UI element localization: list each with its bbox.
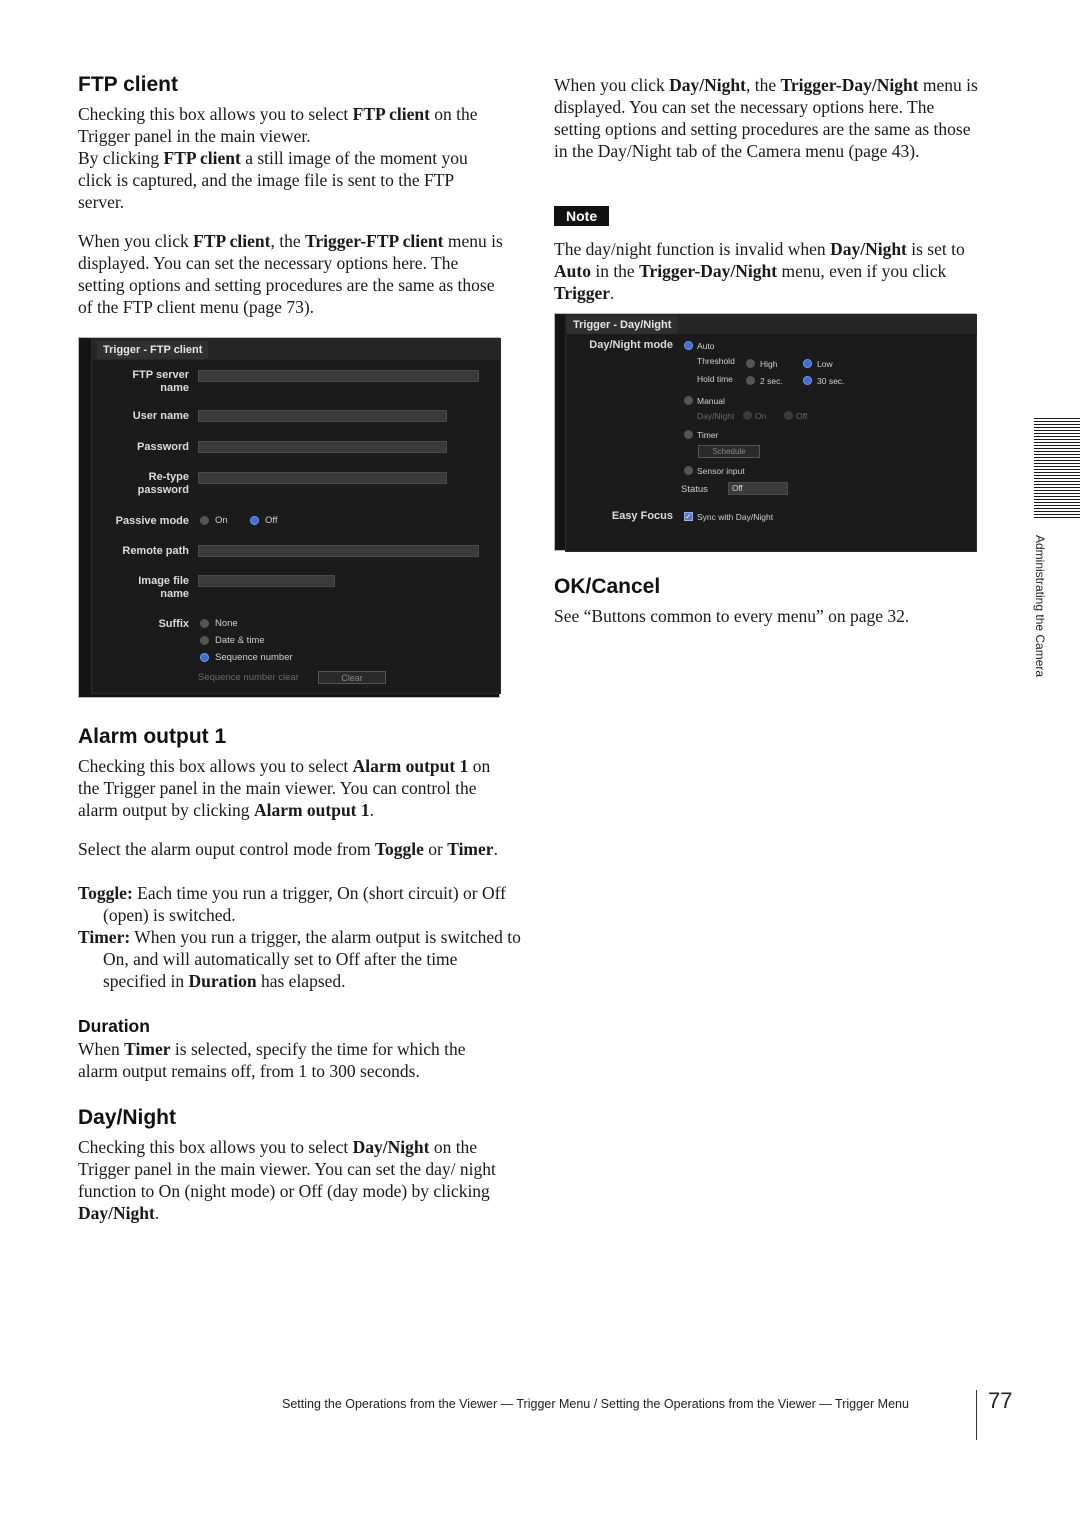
thumb-index-line [1034,439,1080,440]
timer-label: Timer [697,430,719,440]
bold-run-3: Day/Night [78,1203,155,1223]
low-radio [803,359,812,368]
alarm-output-paragraph-1 [78,755,503,821]
bold-run-1: Day/Night [669,75,746,95]
duration-paragraph [78,1038,503,1082]
passive-mode-label: Passive mode [115,515,189,527]
trigger-day-night-screenshot [554,313,976,551]
high-label: High [760,359,778,369]
text-run-0: When [78,1039,125,1059]
image-file-name-field [198,575,335,587]
trigger-ftp-client-screenshot [78,337,500,698]
thumb-index-line [1034,502,1080,503]
manual-off-label: Off [796,411,808,421]
side-section-label: Administrating the Camera [1033,535,1047,678]
thumb-index-line [1034,493,1080,494]
thumb-index-line [1034,508,1080,509]
thumb-index-line [1034,472,1080,473]
bold-run-0: Toggle: [78,883,133,903]
high-radio [746,359,755,368]
timer-definition [78,926,523,992]
thumb-index-line [1034,463,1080,464]
sequence-number-clear-label: Sequence number clear [198,672,299,683]
day-night-paragraph-2 [554,74,979,162]
text-run-2: or [423,839,448,859]
text-run-0: Select the alarm ouput control mode from [78,839,375,859]
text-run-2: a still image of the moment you click is captured, and the image file is sent to the FTP server. [78,148,468,212]
text-run-4: in the [590,261,640,281]
alarm-output-paragraph-2 [78,838,503,860]
thirty-sec-radio [803,376,812,385]
thumb-index-line [1034,484,1080,485]
image-file-name-label: Image file name [138,575,189,600]
bold-run-1: Timer [124,1039,171,1059]
text-run-2: is set to [906,239,965,259]
note-paragraph [554,238,979,304]
text-run-4: menu is displayed. You can set the necessary options here. The setting options and setting procedures are the same as those of the FTP client menu (page 73). [78,231,503,317]
bold-run-3: Trigger-Day/Night [780,75,919,95]
suffix-datetime-radio [200,636,209,645]
bold-run-7: Trigger [554,283,611,303]
passive-on-label: On [215,515,228,526]
retype-password-field [198,472,447,484]
password-field [198,441,447,453]
text-run-0: When you click [554,75,670,95]
day-night-mode-label: Day/Night mode [589,339,673,351]
remote-path-label: Remote path [122,545,189,557]
ftp-client-paragraph-1 [78,103,503,147]
passive-off-label: Off [265,515,278,526]
bold-run-5: Trigger-Day/Night [639,261,778,281]
thumb-index-line [1034,499,1080,500]
passive-on-radio [200,516,209,525]
text-run-3: has elapsed. [256,971,346,991]
suffix-datetime-label: Date & time [215,635,265,646]
timer-radio [684,430,693,439]
thumb-index-line [1034,418,1080,419]
thumb-index-line [1034,430,1080,431]
text-run-4: . [154,1203,160,1223]
ftp-client-heading: FTP client [78,73,178,96]
suffix-sequence-radio [200,653,209,662]
page-number: 77 [988,1388,1013,1413]
bold-run-1: Toggle [374,839,424,859]
thumb-index-line [1034,436,1080,437]
auto-label: Auto [697,341,715,351]
schedule-button: Schedule [698,445,760,458]
thumb-index-line [1034,457,1080,458]
text-run-6: menu, even if you click [777,261,947,281]
sensor-input-radio [684,466,693,475]
bold-run-1: Alarm output 1 [352,756,469,776]
remote-path-field [198,545,479,557]
easy-focus-label: Easy Focus [611,510,673,522]
sync-checkbox: ✓ [685,512,692,521]
day-night-heading: Day/Night [78,1106,177,1129]
text-run-0: The day/night function is invalid when [554,239,831,259]
footer-running-title: Setting the Operations from the Viewer — Trigger Menu / Setting the Operations from the Viewer — Trigger Menu [282,1397,909,1411]
thumb-index-line [1034,433,1080,434]
clear-button: Clear [318,671,386,684]
bold-run-0: Timer: [78,927,131,947]
thumb-index-line [1034,442,1080,443]
ftp-server-name-label: FTP server name [132,369,189,394]
duration-heading: Duration [78,1016,150,1036]
thumb-index-line [1034,427,1080,428]
thumb-index-line [1034,517,1080,518]
hold-time-label: Hold time [697,374,733,384]
thumb-index-line [1034,469,1080,470]
low-label: Low [817,359,833,369]
thumb-index-line [1034,466,1080,467]
two-sec-label: 2 sec. [760,376,783,386]
manual-radio [684,396,693,405]
bold-run-1: FTP client [163,148,241,168]
status-value-field: Off [728,482,788,495]
sync-label: Sync with Day/Night [697,512,774,522]
thumb-index-line [1034,490,1080,491]
thumb-index-line [1034,451,1080,452]
threshold-label: Threshold [697,356,735,366]
suffix-none-label: None [215,618,238,629]
text-run-2: on the Trigger panel in the main viewer. [78,104,478,146]
toggle-definition [78,882,523,926]
thirty-sec-label: 30 sec. [817,376,845,386]
thumb-index-line [1034,505,1080,506]
text-run-4: . [493,839,498,859]
text-run-0: By clicking [78,148,164,168]
thumb-index-line [1034,454,1080,455]
ok-cancel-heading: OK/Cancel [554,575,661,598]
bold-run-3: Trigger-FTP client [304,231,444,251]
text-run-0: When you click [78,231,194,251]
tab-trigger-day-night: Trigger - Day/Night [567,316,677,334]
two-sec-radio [746,376,755,385]
passive-off-radio [250,516,259,525]
manual-label: Manual [697,396,725,406]
thumb-index-line [1034,487,1080,488]
suffix-sequence-label: Sequence number [215,652,293,663]
text-run-2: on the Trigger panel in the main viewer. You can control the alarm output by clicking [78,756,491,820]
text-run-1: When you run a trigger, the alarm output is switched to On, and will automatically set to Off after the time specified in [103,927,521,991]
suffix-none-radio [200,619,209,628]
auto-radio [684,341,693,350]
thumb-index-line [1034,460,1080,461]
bold-run-3: Auto [554,261,591,281]
alarm-output-heading: Alarm output 1 [78,725,227,748]
text-run-0: Checking this box allows you to select [78,104,353,124]
thumb-index-line [1034,445,1080,446]
retype-password-label: Re-type password [137,471,189,496]
note-label: Note [554,206,609,226]
thumb-index-line [1034,424,1080,425]
text-run-4: menu is displayed. You can set the necessary options here. The setting options and setting procedures are the same as those in the Day/Night tab of the Camera menu (page 43). [554,75,978,161]
text-run-2: is selected, specify the time for which the alarm output remains off, from 1 to 300 seconds. [78,1039,466,1081]
status-label: Status [681,484,708,495]
password-label: Password [137,441,189,453]
manual-on-label: On [755,411,767,421]
thumb-index-line [1034,511,1080,512]
manual-day-night-label: Day/Night [697,411,735,421]
thumb-index-bars [1034,418,1080,520]
ftp-client-paragraph-2 [78,147,503,213]
text-run-1: Each time you run a trigger, On (short circuit) or Off (open) is switched. [103,883,506,925]
text-run-0: Checking this box allows you to select [78,1137,353,1157]
user-name-label: User name [132,410,189,422]
text-run-0: Checking this box allows you to select [78,756,353,776]
thumb-index-line [1034,481,1080,482]
thumb-index-line [1034,478,1080,479]
text-run-2: , the [270,231,305,251]
thumb-index-line [1034,475,1080,476]
thumb-index-line [1034,514,1080,515]
text-run-4: . [369,800,375,820]
sensor-input-label: Sensor input [697,466,745,476]
bold-run-3: Timer [447,839,494,859]
manual-off-radio [784,411,793,420]
suffix-label: Suffix [158,618,189,630]
thumb-index-line [1034,496,1080,497]
thumb-index-line [1034,421,1080,422]
bold-run-1: FTP client [352,104,430,124]
manual-on-radio [743,411,752,420]
bold-run-1: Day/Night [352,1137,430,1157]
day-night-paragraph [78,1136,503,1224]
tab-trigger-ftp-client: Trigger - FTP client [97,341,208,359]
text-run-8: . [610,283,615,303]
bold-run-1: Day/Night [830,239,907,259]
bold-run-2: Duration [188,971,257,991]
ftp-client-paragraph-3 [78,230,503,318]
text-run-2: , the [745,75,781,95]
bold-run-3: Alarm output 1 [253,800,370,820]
footer-divider [976,1390,977,1440]
thumb-index-line [1034,448,1080,449]
ok-cancel-paragraph: See “Buttons common to every menu” on page 32. [554,606,910,626]
bold-run-1: FTP client [193,231,271,251]
ftp-server-name-field [198,370,479,382]
text-run-2: on the Trigger panel in the main viewer. You can set the day/ night function to On (night mode) or Off (day mode) by clicking [78,1137,496,1201]
user-name-field [198,410,447,422]
